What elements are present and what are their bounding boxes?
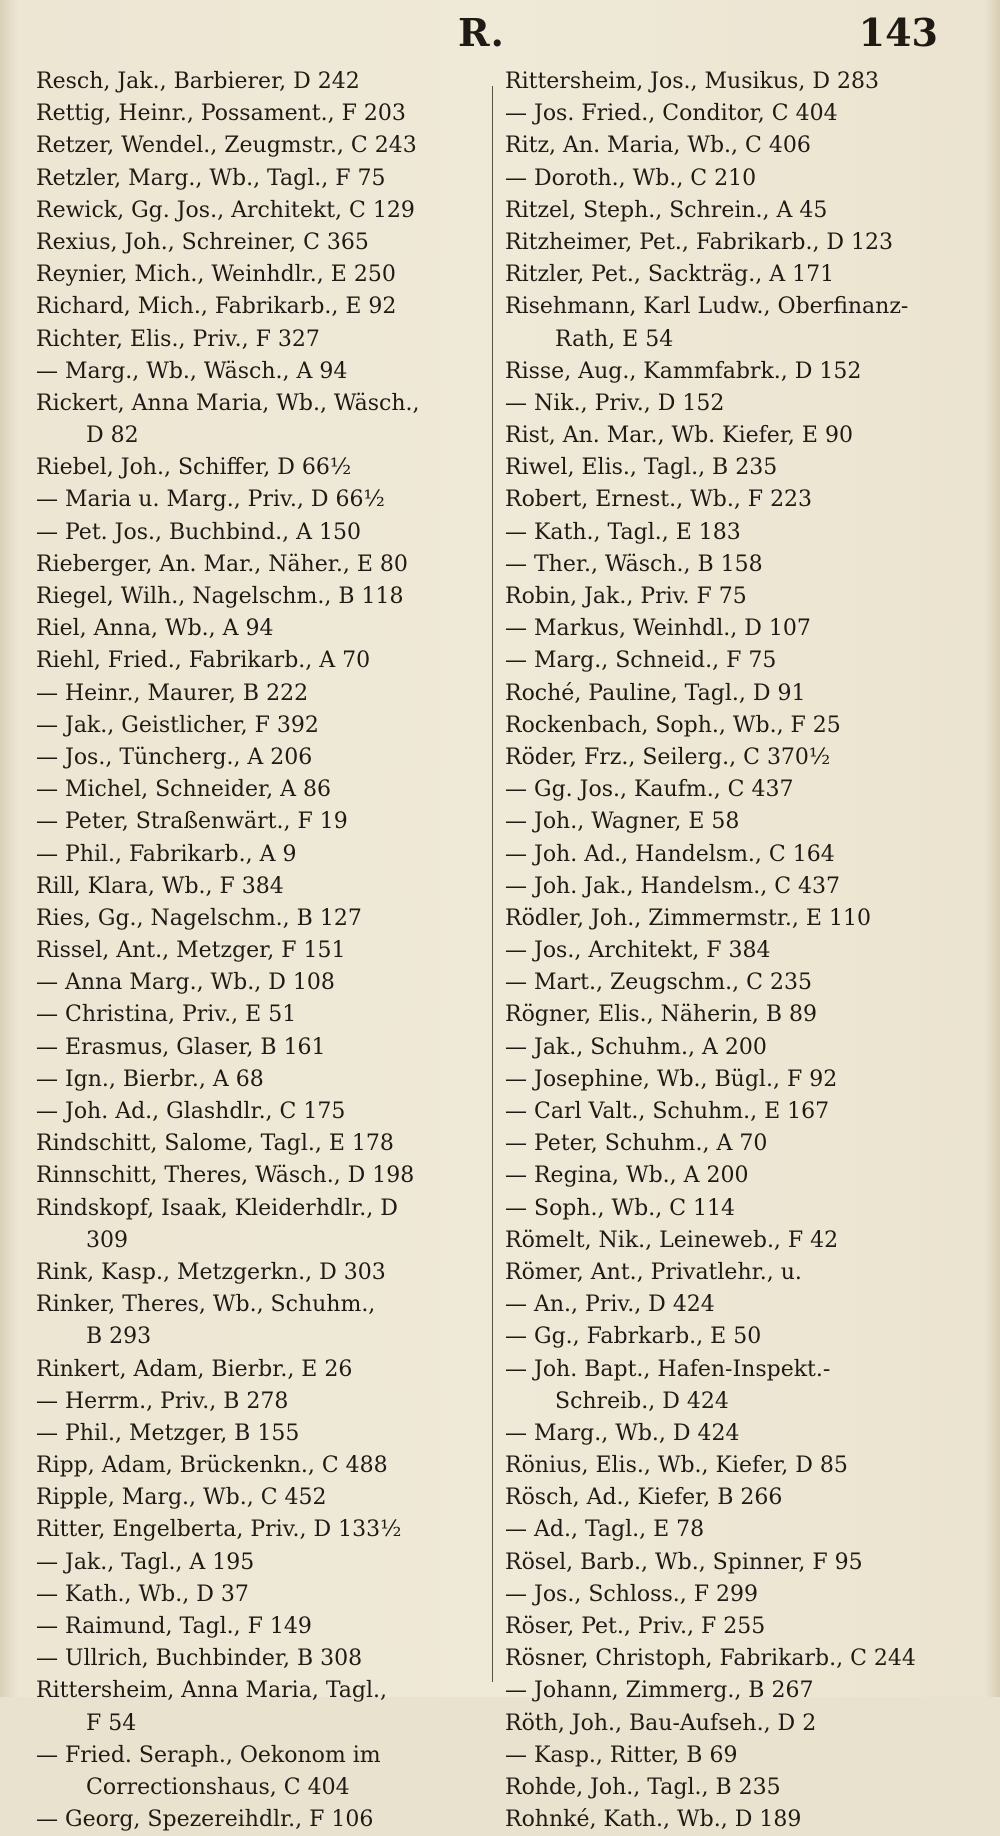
directory-entry: Robin, Jak., Priv. F 75 <box>505 584 747 609</box>
directory-entry: Rittersheim, Anna Maria, Tagl., <box>36 1678 388 1704</box>
directory-entry: — Maria u. Marg., Priv., D 66½ <box>36 487 385 513</box>
directory-entry: — Marg., Schneid., F 75 <box>505 648 777 674</box>
directory-entry: — Herrm., Priv., B 278 <box>36 1388 289 1414</box>
directory-entry: Riegel, Wilh., Nagelschm., B 118 <box>36 584 404 609</box>
directory-entry: Retzer, Wendel., Zeugmstr., C 243 <box>36 133 417 159</box>
directory-entry: Rittersheim, Jos., Musikus, D 283 <box>505 69 879 94</box>
directory-entry-continuation: F 54 <box>86 1710 137 1736</box>
directory-entry: Rickert, Anna Maria, Wb., Wäsch., <box>36 390 420 416</box>
section-letter: R. <box>458 10 505 55</box>
directory-entry: — Jos. Fried., Conditor, C 404 <box>505 101 838 127</box>
directory-entry: Röder, Frz., Seilerg., C 370½ <box>505 744 831 770</box>
directory-entry-continuation: Schreib., D 424 <box>555 1388 729 1414</box>
directory-entry: Rinker, Theres, Wb., Schuhm., <box>36 1292 376 1318</box>
directory-entry: Rieberger, An. Mar., Näher., E 80 <box>36 551 408 577</box>
directory-entry: Rewick, Gg. Jos., Architekt, C 129 <box>36 197 415 223</box>
directory-entry: Rösner, Christoph, Fabrikarb., C 244 <box>505 1646 916 1672</box>
directory-entry: — Markus, Weinhdl., D 107 <box>505 616 811 642</box>
directory-entry-continuation: Rath, E 54 <box>555 326 674 352</box>
directory-entry: — Ign., Bierbr., A 68 <box>36 1066 264 1092</box>
directory-entry: — Jos., Tüncherg., A 206 <box>36 744 313 770</box>
directory-entry: Rissel, Ant., Metzger, F 151 <box>36 938 346 964</box>
directory-entry: — Jos., Architekt, F 384 <box>505 938 771 964</box>
directory-entry: Ritz, An. Maria, Wb., C 406 <box>505 133 811 159</box>
directory-entry: Röser, Pet., Priv., F 255 <box>505 1614 766 1639</box>
directory-entry: Retzler, Marg., Wb., Tagl., F 75 <box>36 165 386 191</box>
directory-entry: Rögner, Elis., Näherin, B 89 <box>505 1002 817 1028</box>
directory-entry: — Marg., Wb., D 424 <box>505 1420 740 1446</box>
directory-entry: — Georg, Spezereihdlr., F 106 <box>36 1807 374 1833</box>
directory-entry: Rist, An. Mar., Wb. Kiefer, E 90 <box>505 423 853 449</box>
directory-entry: — Jak., Tagl., A 195 <box>36 1549 255 1575</box>
directory-entry: Riebel, Joh., Schiffer, D 66½ <box>36 455 352 481</box>
directory-entry: Ripple, Marg., Wb., C 452 <box>36 1485 327 1511</box>
directory-entry: — Pet. Jos., Buchbind., A 150 <box>36 519 362 545</box>
directory-entry: Rexius, Joh., Schreiner, C 365 <box>36 229 369 255</box>
directory-entry: — Anna Marg., Wb., D 108 <box>36 970 335 996</box>
directory-entry: Resch, Jak., Barbierer, D 242 <box>36 69 360 94</box>
directory-entry: Roché, Pauline, Tagl., D 91 <box>505 680 806 706</box>
directory-entry: — Marg., Wb., Wäsch., A 94 <box>36 358 348 384</box>
directory-entry: Rettig, Heinr., Possament., F 203 <box>36 101 406 127</box>
column-divider <box>492 86 493 1682</box>
directory-entry: Rill, Klara, Wb., F 384 <box>36 873 284 899</box>
directory-entry: Rindskopf, Isaak, Kleiderhdlr., D <box>36 1195 398 1221</box>
directory-entry: Risehmann, Karl Ludw., Oberfinanz- <box>505 294 909 320</box>
directory-entry: Reynier, Mich., Weinhdlr., E 250 <box>36 262 396 288</box>
directory-entry: — Ullrich, Buchbinder, B 308 <box>36 1646 363 1672</box>
page-header <box>0 8 1000 58</box>
page-number: 143 <box>858 10 938 55</box>
directory-entry-continuation: Correctionshaus, C 404 <box>86 1774 350 1800</box>
directory-entry: Robert, Ernest., Wb., F 223 <box>505 487 813 513</box>
directory-entry: Risse, Aug., Kammfabrk., D 152 <box>505 358 862 384</box>
left-column <box>36 66 488 1836</box>
directory-entry: — Peter, Straßenwärt., F 19 <box>36 809 348 835</box>
directory-entry: — Joh. Jak., Handelsm., C 437 <box>505 873 841 899</box>
directory-entry: — Jak., Geistlicher, F 392 <box>36 712 319 738</box>
directory-entry: — Joh. Ad., Glashdlr., C 175 <box>36 1099 346 1124</box>
directory-entry: Rohnké, Kath., Wb., D 189 <box>505 1807 802 1833</box>
directory-entry-continuation: B 293 <box>86 1324 152 1350</box>
directory-entry: — Mart., Zeugschm., C 235 <box>505 970 812 996</box>
directory-entry: — Kasp., Ritter, B 69 <box>505 1742 738 1768</box>
directory-entry: — Peter, Schuhm., A 70 <box>505 1131 768 1157</box>
directory-entry: Rösch, Ad., Kiefer, B 266 <box>505 1485 783 1511</box>
directory-entry: — Joh. Ad., Handelsm., C 164 <box>505 841 835 867</box>
directory-entry: — Fried. Seraph., Oekonom im <box>36 1742 381 1768</box>
directory-entry: — Josephine, Wb., Bügl., F 92 <box>505 1066 838 1092</box>
directory-entry: Rödler, Joh., Zimmermstr., E 110 <box>505 905 871 931</box>
directory-entry: — Johann, Zimmerg., B 267 <box>505 1678 814 1704</box>
directory-entry: — Jos., Schloss., F 299 <box>505 1581 758 1607</box>
directory-entry: — Christina, Priv., E 51 <box>36 1002 297 1028</box>
directory-entry: — Phil., Fabrikarb., A 9 <box>36 841 297 867</box>
directory-entry: — Gg., Fabrkarb., E 50 <box>505 1324 762 1350</box>
directory-entry: — Ther., Wäsch., B 158 <box>505 551 763 577</box>
directory-entry: — Kath., Tagl., E 183 <box>505 519 741 545</box>
directory-entry: — Gg. Jos., Kaufm., C 437 <box>505 777 794 803</box>
directory-entry: Ritzheimer, Pet., Fabrikarb., D 123 <box>505 229 894 255</box>
directory-entry: Rohde, Joh., Tagl., B 235 <box>505 1774 781 1800</box>
directory-entry: Römelt, Nik., Leineweb., F 42 <box>505 1227 839 1253</box>
directory-entry: — Doroth., Wb., C 210 <box>505 165 757 191</box>
directory-entry: — Regina, Wb., A 200 <box>505 1163 749 1189</box>
directory-entry: — An., Priv., D 424 <box>505 1292 715 1318</box>
directory-entry: Ripp, Adam, Brückenkn., C 488 <box>36 1453 388 1479</box>
directory-entry: — Joh. Bapt., Hafen-Inspekt.- <box>505 1356 831 1382</box>
directory-entry: Rockenbach, Soph., Wb., F 25 <box>505 712 841 738</box>
directory-entry: Rösel, Barb., Wb., Spinner, F 95 <box>505 1549 863 1575</box>
directory-entry: Ritzel, Steph., Schrein., A 45 <box>505 197 828 223</box>
directory-entry: — Ad., Tagl., E 78 <box>505 1517 705 1543</box>
directory-entry: Rinnschitt, Theres, Wäsch., D 198 <box>36 1163 415 1189</box>
directory-entry: Rindschitt, Salome, Tagl., E 178 <box>36 1131 394 1157</box>
directory-entry: Ritzler, Pet., Sackträg., A 171 <box>505 262 835 288</box>
directory-entry: — Carl Valt., Schuhm., E 167 <box>505 1099 830 1124</box>
directory-entry: Rink, Kasp., Metzgerkn., D 303 <box>36 1259 386 1285</box>
directory-entry: Richard, Mich., Fabrikarb., E 92 <box>36 294 397 320</box>
directory-entry: Röth, Joh., Bau-Aufseh., D 2 <box>505 1710 817 1736</box>
directory-entry-continuation: D 82 <box>86 423 139 449</box>
directory-entry: — Heinr., Maurer, B 222 <box>36 680 309 706</box>
directory-entry: — Soph., Wb., C 114 <box>505 1195 736 1221</box>
right-column <box>505 66 975 1836</box>
directory-entry: — Erasmus, Glaser, B 161 <box>36 1034 326 1060</box>
directory-entry: — Raimund, Tagl., F 149 <box>36 1614 312 1639</box>
directory-entry: Rinkert, Adam, Bierbr., E 26 <box>36 1356 353 1382</box>
directory-entry: — Joh., Wagner, E 58 <box>505 809 740 835</box>
directory-entry-continuation: 309 <box>86 1227 128 1253</box>
directory-entry: Riel, Anna, Wb., A 94 <box>36 616 274 642</box>
directory-entry: — Kath., Wb., D 37 <box>36 1581 249 1607</box>
directory-entry: — Michel, Schneider, A 86 <box>36 777 331 803</box>
directory-entry: — Nik., Priv., D 152 <box>505 390 725 416</box>
directory-entry: Ries, Gg., Nagelschm., B 127 <box>36 905 362 931</box>
directory-entry: Richter, Elis., Priv., F 327 <box>36 326 320 352</box>
directory-entry: — Phil., Metzger, B 155 <box>36 1420 300 1446</box>
directory-entry: Riwel, Elis., Tagl., B 235 <box>505 455 778 481</box>
directory-entry: Rönius, Elis., Wb., Kiefer, D 85 <box>505 1453 848 1479</box>
directory-entry: Riehl, Fried., Fabrikarb., A 70 <box>36 648 371 674</box>
directory-entry: Römer, Ant., Privatlehr., u. <box>505 1259 802 1285</box>
directory-entry: — Jak., Schuhm., A 200 <box>505 1034 767 1060</box>
directory-entry: Ritter, Engelberta, Priv., D 133½ <box>36 1517 402 1543</box>
